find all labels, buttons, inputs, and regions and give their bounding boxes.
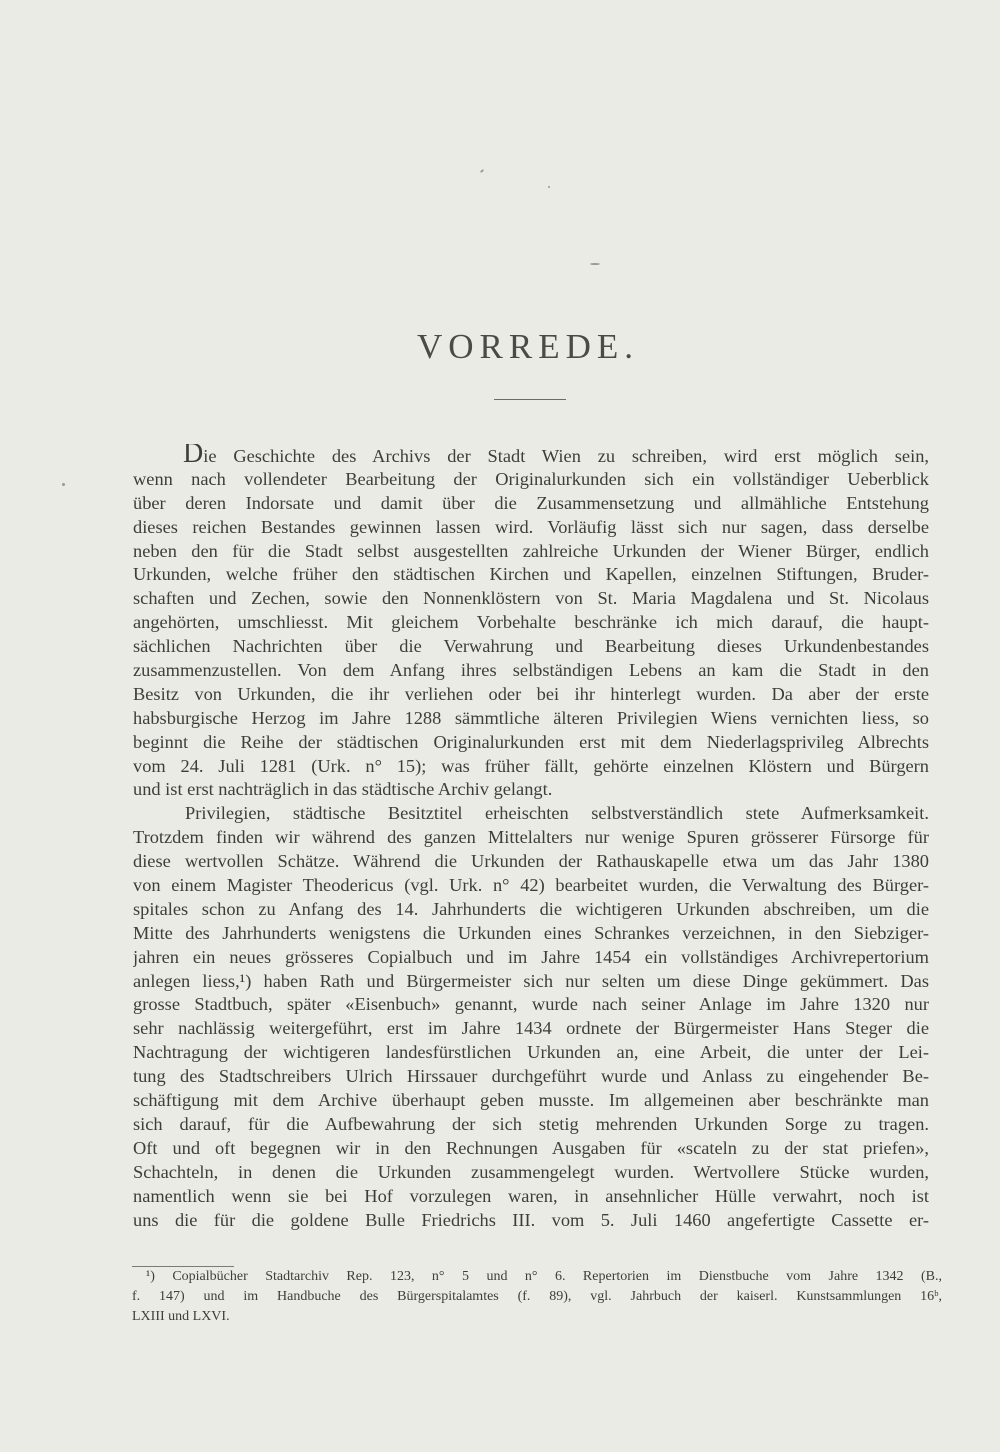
text-line: zusammenzustellen. Von dem Anfang ihres selbständigen Lebens an kam die Stadt in den [133,660,929,681]
text-line: sich darauf, für die Aufbewahrung der sich stetig mehrenden Urkunden Sorge zu tragen. [133,1113,929,1134]
ink-speck [62,483,65,486]
footnote [132,1267,942,1327]
text-line: anlegen liess,¹) haben Rath und Bürgermeister sich nur selten um diese Dinge gekümmert. Das [133,970,929,991]
text-line: sächlichen Nachrichten über die Verwahrung und Bearbeitung dieses Urkundenbestandes [133,636,929,657]
text-line: Besitz von Urkunden, die ihr verliehen oder bei ihr hinterlegt wurden. Da aber der erste [133,683,929,704]
text-line: angehörten, umschliesst. Mit gleichem Vorbehalte beschränke ich mich darauf, die haupt- [133,612,929,633]
text-line: dieses reichen Bestandes gewinnen lassen wird. Vorläufig lässt sich nur sagen, dass derselbe [133,516,929,537]
ink-speck [590,263,600,265]
page-title: VORREDE. [416,327,640,366]
ink-speck [480,169,484,173]
text-line: von einem Magister Theodericus (vgl. Urk. n° 42) bearbeitet wurden, die Verwaltung des Bürger- [133,875,929,896]
text-line: Privilegien, städtische Besitztitel erheischten selbstverständlich stete Aufmerksamkeit. [185,803,929,824]
text-line: spitales schon zu Anfang des 14. Jahrhunderts die wichtigeren Urkunden abschreiben, um die [133,898,929,919]
body-text [133,444,929,1232]
title-rule [494,399,566,400]
text-line: jahren ein neues grösseres Copialbuch und im Jahre 1454 ein vollständiges Archivrepertorium [133,946,929,967]
text-line: sehr nachlässig weitergeführt, erst im Jahre 1434 ordnete der Bürgermeister Hans Steger die [133,1018,929,1039]
text-line: wenn nach vollendeter Bearbeitung der Originalurkunden sich ein vollständiger Ueberblick [133,468,929,489]
footnote-line: LXIII und LXVI. [132,1309,230,1324]
text-line: Trotzdem finden wir während des ganzen Mittelalters nur wenige Spuren grösserer Fürsorge für [133,827,929,848]
text-line: vom 24. Juli 1281 (Urk. n° 15); was früher fällt, gehörte einzelnen Klöstern und Bürgern [133,755,929,776]
text-line: grosse Stadtbuch, später «Eisenbuch» genannt, wurde nach seiner Anlage im Jahre 1320 nur [133,994,929,1015]
drop-cap: D [183,444,204,468]
text-line: neben den für die Stadt selbst ausgestellten zahlreiche Urkunden der Wiener Bürger, endlich [133,540,929,561]
text-line: und ist erst nachträglich in das städtische Archiv gelangt. [133,779,553,800]
text-line: Urkunden, welche früher den städtischen Kirchen und Kapellen, einzelnen Stiftungen, Bruder- [133,564,929,585]
text-line: uns die für die goldene Bulle Friedrichs III. vom 5. Juli 1460 angefertigte Cassette er- [133,1209,929,1230]
text-line: habsburgische Herzog im Jahre 1288 sämmtliche älteren Privilegien Wiens vernichten liess, so [133,707,929,728]
text-line: beginnt die Reihe der städtischen Originalurkunden erst mit dem Niederlagsprivileg Albrechts [133,731,929,752]
text-line: über deren Indorsate und damit über die Zusammensetzung und allmähliche Entstehung [133,492,929,513]
text-line: diese wertvollen Schätze. Während die Urkunden der Rathauskapelle etwa um das Jahr 1380 [133,851,929,872]
text-line: tung des Stadtschreibers Ulrich Hirssauer durchgeführt wurde und Anlass zu eingehender Be- [133,1066,929,1087]
text-line: schaften und Zechen, sowie den Nonnenklöstern von St. Maria Magdalena und St. Nicolaus [133,588,929,609]
text-line [133,444,929,468]
text-line: schäftigung mit dem Archive überhaupt geben musste. Im allgemeinen aber beschränkte man [133,1090,929,1111]
footnote-line: ¹) Copialbücher Stadtarchiv Rep. 123, n° 5 und n° 6. Repertorien im Dienstbuche vom Jahre 1342 (B., [146,1269,942,1284]
footnote-line: f. 147) und im Handbuche des Bürgerspitalamtes (f. 89), vgl. Jahrbuch der kaiserl. Kunstsammlungen 16ᵇ, [132,1289,942,1304]
text-line: namentlich wenn sie bei Hof vorzulegen waren, in ansehnlicher Hülle verwahrt, noch ist [133,1185,929,1206]
text-line: Nachtragung der wichtigeren landesfürstlichen Urkunden an, eine Arbeit, die unter der Lei- [133,1042,929,1063]
ink-speck [548,186,550,188]
text-line: Oft und oft begegnen wir in den Rechnungen Ausgaben für «scateln zu der stat priefen», [133,1137,929,1158]
text-line: Mitte des Jahrhunderts wenigstens die Urkunden eines Schrankes verzeichnen, in den Siebziger- [133,922,929,943]
text-line: Schachteln, in denen die Urkunden zusammengelegt wurden. Wertvollere Stücke wurden, [133,1161,929,1182]
text-line-content: ie Geschichte des Archivs der Stadt Wien zu schreiben, wird erst möglich sein, [203,446,929,466]
